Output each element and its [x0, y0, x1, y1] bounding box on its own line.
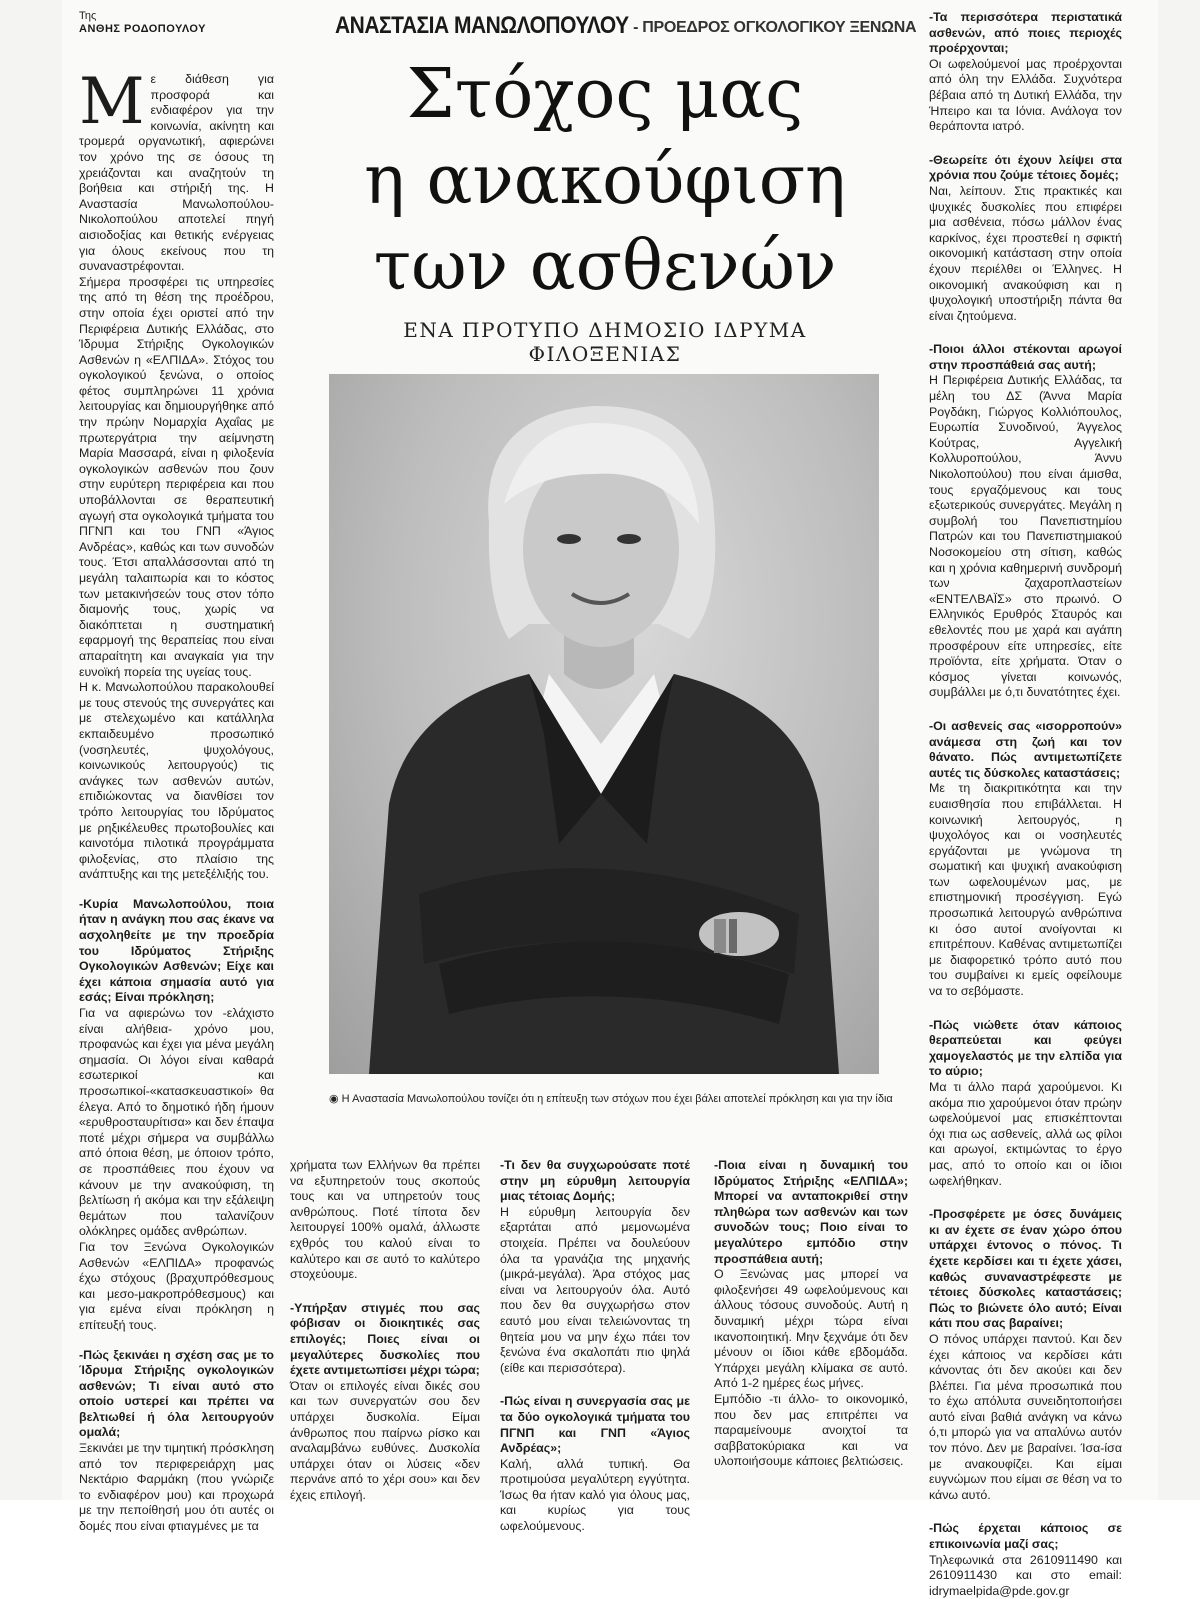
- column-2: [290, 1158, 480, 1521]
- question: -Πώς είναι η συνεργασία σας με τα δύο ογκολογικά τμήματα του ΠΓΝΠ και ΓΝΠ «Άγιος Ανδρέας»;: [500, 1394, 690, 1456]
- answer: Όταν οι επιλογές είναι δικές σου και των συνεργατών σου δεν υπάρχει δυσκολία. Είμαι άνθρωπος που παίρνω ρίσκο και αναλαμβάνω ευθύνες. Δυσκολία υπάρχει όταν οι λύσεις «δεν περνάνε από το χέρι σου» και δεν έχεις επιλογή.: [290, 1378, 480, 1502]
- answer: Ναι, λείπουν. Στις πρακτικές και ψυχικές δυσκολίες που επιφέρει μια ασθένεια, πόσω μάλλον ένας καρκίνος, έχει προστεθεί η σφικτή οικονομική κατάσταση στην οποία έχουν περιέλθει οι Έλληνες. Η οικονομική ανακούφιση και η ψυχολογική υποστήριξη πάντα θα είναι ζητούμενα.: [929, 183, 1122, 323]
- question: -Πώς έρχεται κάποιος σε επικοινωνία μαζί σας;: [929, 1521, 1122, 1552]
- headline-line-3: των ασθενών: [373, 227, 837, 306]
- answer: χρήματα των Ελλήνων θα πρέπει να εξυπηρετούν τους σκοπούς τους και να υπηρετούν τους ανθρώπους. Ποτέ τίποτα δεν λειτουργεί 100% ομαλά, άλλωστε εχθρός του καλού είναι το καλύτερο και σε αυτό το καλύτερο στοχεύουμε.: [290, 1158, 480, 1282]
- question: -Οι ασθενείς σας «ισορροπούν» ανάμεσα στη ζωή και τον θάνατο. Πώς αντιμετωπίζετε αυτές τις δύσκολες καταστάσεις;: [929, 718, 1122, 780]
- question: -Ποια είναι η δυναμική του Ιδρύματος Στήριξης «ΕΛΠΙΔΑ»; Μπορεί να ανταποκριθεί στην πληθώρα των ασθενών και των συνοδών τους; Ποιο είναι το μεγαλύτερο εμπόδιο στην προσπάθεια αυτή;: [714, 1158, 908, 1266]
- column-1: [79, 65, 274, 1535]
- kicker-role: - ΠΡΟΕΔΡΟΣ ΟΓΚΟΛΟΓΙΚΟΥ ΞΕΝΩΝΑ: [633, 19, 917, 36]
- camera-icon: ◉: [329, 1093, 339, 1105]
- answer-contact: Τηλεφωνικά στα 2610911490 και 2610911430 και στο email: idrymaelpida@pde.gov.gr: [929, 1552, 1122, 1598]
- portrait-illustration: [329, 374, 879, 1074]
- answer: Καλή, αλλά τυπική. Θα προτιμούσα μεγαλύτερη εγγύτητα. Ίσως θα ήταν καλό για όλους μας, και κυρίως για τους ωφελούμενους.: [500, 1456, 690, 1534]
- question: -Πώς νιώθετε όταν κάποιος θεραπεύεται και φεύγει χαμογελαστός με την ελπίδα για το αύριο;: [929, 1017, 1122, 1079]
- question: -Υπήρξαν στιγμές που σας φόβισαν οι διοικητικές σας επιλογές; Ποιες είναι οι μεγαλύτερες δυσκολίες που έχετε αντιμετωπίσει μέχρι τώρα;: [290, 1300, 480, 1378]
- answer: Η Περιφέρεια Δυτικής Ελλάδας, τα μέλη του ΔΣ (Άννα Μαρία Ρογδάκη, Γιώργος Κολλιόπουλος, Ευρωπία Συνοδινού, Άγγελος Κούτρας, Αγγελική Κολλυροπούλου, Άννυ Νικολοπούλου) που είναι άμισθα, τους εργαζόμενους και τους εξωτερικούς συνεργάτες. Μεγάλη η συμβολή του Πανεπιστημίου Πατρών και του Πανεπιστημιακού Νοσοκομείου στη σίτιση, καθώς και η χρόνια καθημερινή συνδρομή των ζαχαροπλαστείων «ΕΝΤΕΛΒΑΪΣ» στο πρωινό. Ο Ελληνικός Ερυθρός Σταυρός και εθελοντές που με χαρά και αγάπη προσφέρουν είτε υπηρεσίες, είτε προϊόντα, είτε χρήματα. Όταν ο κόσμος γίνεται κοινωνός, συμβάλλει με ό,τι δυνατότητες έχει.: [929, 373, 1122, 700]
- paragraph: Η κ. Μανωλοπούλου παρακολουθεί με τους στενούς της συνεργάτες και με στελεχωμένο και κατάλληλα εκπαιδευμένο προσωπικό (νοσηλευτές, ψυχολόγους, κοινωνικούς λειτουργούς) τις ανάγκες των ασθενών αυτών, επιδιώκοντας να διανθίσει τον τρόπο λειτουργίας του Ιδρύματος με ρηξικέλευθες πρωτοβουλίες και καινοτόμα πιλοτικά προγράμματα φιλοξενίας, στο πλαίσιο της ανάπτυξης και της μετεξέλιξής του.: [79, 680, 274, 882]
- answer: Η εύρυθμη λειτουργία δεν εξαρτάται από μεμονωμένα στοιχεία. Πρέπει να δουλεύουν όλα τα γρανάζια της μηχανής (μικρά-μεγάλα). Άρα στόχος μας είναι να λειτουργούν όλα. Αυτό που δεν θα συγχωρήσω στον εαυτό μου είναι τελειώνοντας τη θητεία μου να μην έχω πάει τον ξενώνα ένα σκαλοπάτι πιο ψηλά (είθε και περισσότερα).: [500, 1204, 690, 1375]
- answer: Ο Ξενώνας μας μπορεί να φιλοξενήσει 49 ωφελούμενους και άλλους τόσους συνοδούς. Αυτή η δυναμική μέχρι τώρα είναι ικανοποιητική. Μην ξεχνάμε ότι δεν μένουν οι ίδιοι κάθε εβδομάδα. Υπάρχει μεγάλη κλίμακα σε αυτό. Από 1-2 ημέρες έως μήνες.: [714, 1267, 908, 1391]
- paragraph: Σήμερα προσφέρει τις υπηρεσίες της από τη θέση της προέδρου, στην οποία έχει οριστεί από την Περιφέρεια Δυτικής Ελλάδας, στο Ίδρυμα Στήριξης Ογκολογικών Ασθενών η «ΕΛΠΙΔΑ». Στόχος του ογκολογικού ξενώνα, ο οποίος φέτος συμπληρώνει 11 χρόνια λειτουργίας και δημιουργήθηκε από την πρώην Νομαρχία Αχαΐας με πρωτεργάτρια την αείμνηστη Μαρία Μασσαρά, είναι η φιλοξενία ογκολογικών ασθενών που ζουν στην ευρύτερη περιφέρεια και που υποβάλλονται σε θεραπευτική αγωγή στα ογκολογικά τμήματα του ΠΓΝΠ και του ΓΝΠ «Άγιος Ανδρέας», καθώς και των συνοδών τους. Έτσι απαλλάσσονται από τη μεγάλη ταλαιπωρία και το κόστος των μετακινήσεών τους στον τόπο διαμονής τους, χωρίς να διακόπτεται η συστηματική εφαρμογή της θεραπείας που είναι απαραίτητη και αναγκαία για την ευνοϊκή πορεία της υγείας τους.: [79, 274, 274, 679]
- headline-line-2: η ανακούφιση: [364, 141, 846, 220]
- question: -Ποιοι άλλοι στέκονται αρωγοί στην προσπάθειά σας αυτή;: [929, 342, 1122, 372]
- subheadline: ΕΝΑ ΠΡΟΤΥΠΟ ΔΗΜΟΣΙΟ ΙΔΡΥΜΑ ΦΙΛΟΞΕΝΙΑΣ: [403, 318, 807, 366]
- intro-paragraph: [79, 65, 274, 275]
- column-4: [714, 1158, 908, 1488]
- question: -Τι δεν θα συγχωρούσατε ποτέ στην μη εύρυθμη λειτουργία μιας τέτοιας Δομής;: [500, 1158, 690, 1204]
- caption-text: Η Αναστασία Μανωλοπούλου τονίζει ότι η επίτευξη των στόχων που έχει βάλει αποτελεί πρόκληση και για την ίδια: [341, 1093, 893, 1105]
- question: -Θεωρείτε ότι έχουν λείψει στα χρόνια που ζούμε τέτοιες δομές;: [929, 152, 1122, 183]
- photo-caption: [329, 1092, 893, 1105]
- kicker-name: ΑΝΑΣΤΑΣΙΑ ΜΑΝΩΛΟΠΟΥΛΟΥ: [335, 12, 629, 39]
- portrait-photo: [329, 374, 879, 1074]
- question: -Πώς ξεκινάει η σχέση σας με το Ίδρυμα Στήριξης ογκολογικών ασθενών; Τι είναι αυτό στο οποίο υστερεί και πρέπει να βελτιωθεί ή όλα λειτουργούν ομαλά;: [79, 1347, 274, 1440]
- byline: [79, 10, 206, 36]
- column-5: [929, 10, 1122, 1599]
- question: -Κυρία Μανωλοπούλου, ποια ήταν η ανάγκη που σας έκανε να ασχοληθείτε με την προεδρία του Ιδρύματος Στήριξης Ογκολογικών Ασθενών; Είχε και έχει κάποια σημασία αυτό για εσάς; Είναι πρόκληση;: [79, 896, 274, 1005]
- answer: Για να αφιερώνω τον -ελάχιστο είναι αλήθεια- χρόνο μου, προφανώς και έχει για μένα μεγάλη σημασία. Οι λόγοι είναι καθαρά εσωτερικοί και προσωπικοί-«κατασκευαστικοί» θα έλεγα. Από το δημοτικό ήδη ήμουν «ερυθροσταυρίτισα» και δεν έπαψα ποτέ μέχρι σήμερα να συμβάλλω από όποια θέση, με όποιον τρόπο, σε προσπάθειες που έχουν να κάνουν με την ανακούφιση, τη βελτίωση ή ακόμα και την εξάλειψη θεμάτων που ταλανίζουν ολόκληρες ομάδες ανθρώπων.: [79, 1006, 274, 1239]
- answer: Οι ωφελούμενοί μας προέρχονται από όλη την Ελλάδα. Συχνότερα βέβαια από τη Δυτική Ελλάδα, την Ήπειρο και τα Ιόνια. Ανάλογα τον θεράποντα ιατρό.: [929, 56, 1122, 134]
- column-3: [500, 1158, 690, 1553]
- headline-line-1: Στόχος μας: [406, 55, 804, 134]
- byline-author: ΑΝΘΗΣ ΡΟΔΟΠΟΥΛΟΥ: [79, 23, 206, 35]
- byline-prefix: Της: [79, 10, 97, 22]
- question: -Προσφέρετε με όσες δυνάμεις κι αν έχετε σε έναν χώρο όπου υπάρχει έντονος ο πόνος. Τι έχετε κερδίσει και τι έχετε χάσει, καθώς συναναστρέφεστε με τέτοιες δύσκολες καταστάσεις; Πώς το βιώνετε όλο αυτό; Είναι κάτι που σας βαραίνει;: [929, 1207, 1122, 1331]
- answer: Μα τι άλλο παρά χαρούμενοι. Κι ακόμα πιο χαρούμενοι όταν πρώην ωφελούμενοί μας επισκέπτονται όχι πια ως ασθενείς, αλλά ως φίλοι και αρωγοί, εκτιμώντας το έργο μας, από το οποίο και οι ίδιοι ωφελήθηκαν.: [929, 1080, 1122, 1188]
- answer: Για τον Ξενώνα Ογκολογικών Ασθενών «ΕΛΠΙΔΑ» προφανώς έχω στόχους (βραχυπρόθεσμους και μεσο-μακροπρόθεσμους) και για εμένα είναι πρόκληση η επίτευξή τους.: [79, 1239, 274, 1332]
- answer: Με τη διακριτικότητα και την ευαισθησία που επιβάλλεται. Η κοινωνική λειτουργός, η ψυχολόγος και οι νοσηλευτές εργάζονται με γνώμονα τη σωματική και ψυχική ανακούφιση των ωφελουμένων μας, με επιστημονική προσέγγιση. Εγώ προσωπικά λειτουργώ ανθρώπινα κι όσο αυτοί ανοίγονται κι επιτρέπουν. Καθένας αντιμετωπίζει με διαφορετικό τρόπο αυτό που του συμβαίνει κι εμείς οφείλουμε να το σεβόμαστε.: [929, 781, 1122, 999]
- drop-cap: Μ: [79, 65, 145, 139]
- question: -Τα περισσότερα περιστατικά ασθενών, από ποιες περιοχές προέρχονται;: [929, 10, 1122, 56]
- answer: Ο πόνος υπάρχει παντού. Και δεν έχει κάποιος να κερδίσει κάτι κάνοντας ότι δεν ακούει και δεν βλέπει. Για μένα προσωπικά που το έχω απόλυτα συνειδητοποιήσει αυτό είναι βαθιά ανάγκη να κάνω ό,τι μπορώ για να απαλύνω αυτόν τον πόνο. Δεν με βαραίνει. Ίσα-ίσα με ανακουφίζει. Και είμαι ευγνώμων που είμαι σε θέση να το κάνω αυτό.: [929, 1331, 1122, 1502]
- headline: [330, 52, 880, 310]
- answer: Εμπόδιο -τι άλλο- το οικονομικό, που δεν μας επιτρέπει να παραμείνουμε ανοιχτοί τα σαββατοκύριακα και να υλοποιήσουμε κάποιες βελτιώσεις.: [714, 1391, 908, 1469]
- kicker: [335, 12, 917, 39]
- answer: Ξεκινάει με την τιμητική πρόσκληση από τον περιφερειάρχη μας Νεκτάριο Φαρμάκη (που γνώριζε το ενδιαφέρον μου) και προχωρά με την πεποίθησή μου ότι αυτές οι δομές που είναι φτιαγμένες με τα: [79, 1441, 274, 1534]
- intro-text: ε διάθεση για προσφορά και ενδιαφέρον για την κοινωνία, ακίνητη και τρομερά οργανωτική, αφιερώνει τον χρόνο της σε όσους τη χρειάζονται και αναζητούν τη βοήθεια και στήριξή της. Η Αναστασία Μανωλοπούλου-Νικολοπούλου αποτελεί πηγή αισιοδοξίας και θετικής ενέργειας για όλους εκείνους που τη συναναστρέφονται.: [79, 72, 274, 274]
